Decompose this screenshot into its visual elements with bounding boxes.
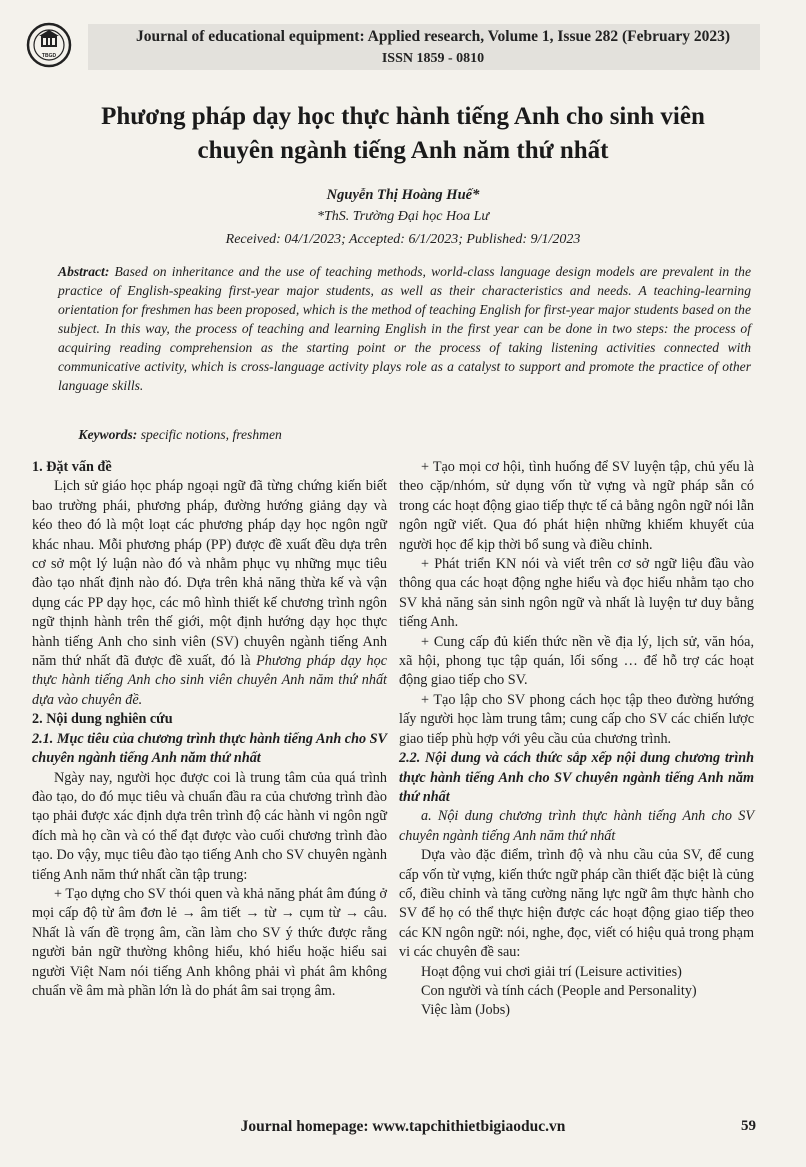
intro-paragraph [32, 477, 387, 710]
author: Nguyễn Thị Hoàng Huế* [326, 187, 480, 203]
logo-text: TBGD [41, 53, 57, 59]
topic-item: Hoạt động vui chơi giải trí (Leisure activities) [421, 963, 682, 980]
right-column [399, 458, 754, 1021]
topic-item: Việc làm (Jobs) [421, 1002, 510, 1019]
page-number: 59 [741, 1118, 756, 1134]
keywords-label: Keywords: [78, 427, 138, 442]
subsection-heading-2-1: 2.1. Mục tiêu của chương trình thực hành tiếng Anh cho SV chuyên ngành tiếng Anh năm thứ nhất [32, 730, 387, 767]
left-column [32, 458, 387, 1001]
objective-item-4: + Cung cấp đủ kiến thức nền về địa lý, lịch sử, văn hóa, xã hội, phong tục tập quán, lối sống … để hỗ trợ các hoạt động giao tiếp cho SV. [399, 633, 754, 689]
article-title [30, 100, 776, 168]
section-heading-1: 1. Đặt vấn đề [32, 459, 112, 475]
topic-item: Con người và tính cách (People and Personality) [421, 982, 697, 999]
objective-item-3: + Phát triển KN nói và viết trên cơ sở ngữ liệu đầu vào thông qua các hoạt động nghe hiểu và đọc hiểu nhằm tạo cho SV khả năng sản sinh ngôn ngữ và nhất là luyện tư duy bằng tiếng Anh. [399, 556, 754, 631]
objectives-paragraph: Ngày nay, người học được coi là trung tâm của quá trình đào tạo, do đó mục tiêu và chuẩn đầu ra của chương trình đào tạo phải được xác định dựa trên trình độ các hành vi ngôn ngữ đích mà họ cần và có thể đạt được vào cuối chương trình đào tạo. Do vậy, mục tiêu đào tạo tiếng Anh cho SV chuyên ngành tiếng Anh năm thứ nhất cần tập trung: [32, 769, 387, 883]
publication-dates: Received: 04/1/2023; Accepted: 6/1/2023; Published: 9/1/2023 [225, 232, 581, 247]
keywords [58, 425, 751, 444]
subsection-heading-2-2: 2.2. Nội dung và cách thức sắp xếp nội dung chương trình thực hành tiếng Anh cho SV chuyên ngành tiếng Anh năm thứ nhất [399, 750, 754, 805]
journal-citation: Journal of educational equipment: Applied research, Volume 1, Issue 282 (February 2023) [135, 28, 731, 45]
journal-homepage: Journal homepage: www.tapchithietbigiaoduc.vn [240, 1118, 566, 1135]
intro-text: Lịch sử giáo học pháp ngoại ngữ đã từng chứng kiến biết bao trường phái, phương pháp, đường hướng giảng dạy và kéo theo đó là một loạt các phương pháp dạy học ngôn ngữ khác nhau. Mỗi phương pháp (PP) được đề xuất đều dựa trên cơ sở một lý luận nào đó và nhằm phục vụ những mục tiêu đào tạo nhất định nào đó. Dựa trên khả năng thừa kế và vận dụng các PP dạy học, các mô hình thiết kế chương trình ngôn ngữ thịnh hành trên thế giới, một định hướng dạy học thực hành tiếng Anh cho sinh viên (SV) chuyên ngành tiếng Anh năm thứ nhất đã được đề xuất, đó là [32, 478, 387, 670]
content-paragraph: Dựa vào đặc điểm, trình độ và nhu cầu của SV, để cung cấp vốn từ vựng, kiến thức ngữ pháp cần thiết đặc biệt là củng cố, điều chỉnh và tăng cường năng lực ngữ âm thực hành cho SV để họ có thể thực hiện được các hoạt động giao tiếp theo các KN ngôn ngữ: nói, nghe, đọc, viết có hiệu quả trong phạm vi các chuyên đề sau: [399, 847, 754, 961]
abstract-label: Abstract: [58, 264, 110, 279]
objective-item-2: + Tạo mọi cơ hội, tình huống để SV luyện tập, chủ yếu là theo cặp/nhóm, sử dụng vốn từ vựng và ngữ pháp sẵn có trong các hoạt động giao tiếp thực tế cả bằng ngôn ngữ nói lẫn ngôn ngữ viết. Qua đó phát hiện những khiếm khuyết của người học để kịp thời bổ sung và điều chỉnh. [399, 459, 754, 553]
journal-logo-icon [26, 22, 72, 68]
affiliation: *ThS. Trường Đại học Hoa Lư [316, 209, 490, 224]
title-line-1: Phương pháp dạy học thực hành tiếng Anh cho sinh viên [101, 103, 705, 130]
objective-item-5: + Tạo lập cho SV phong cách học tập theo đường hướng lấy người học làm trung tâm; cung cấp cho SV các chiến lược giao tiếp phù hợp với yêu cầu của chương trình. [399, 691, 754, 747]
intro-italic-text: Phương pháp dạy học thực hành tiếng Anh cho sinh viên chuyên Anh năm thứ nhất dựa vào chuyên đề. [32, 653, 388, 708]
section-heading-2: 2. Nội dung nghiên cứu [32, 711, 173, 728]
objective-item-1: + Tạo dựng cho SV thói quen và khả năng phát âm đúng ở mọi cấp độ từ âm đơn lẻ → âm tiết → từ → cụm từ → câu. Nhất là vấn đề trọng âm, cần làm cho SV ý thức được rằng người bản ngữ thường không hiểu, khó hiểu hoặc hiểu sai người Việt Nam nói tiếng Anh không phải vì phát âm không chuẩn về âm mà phần lớn là do phát âm sai trọng âm. [32, 885, 387, 999]
title-line-2: chuyên ngành tiếng Anh năm thứ nhất [197, 137, 609, 164]
abstract [58, 262, 751, 395]
subsection-a-heading: a. Nội dung chương trình thực hành tiếng Anh cho SV chuyên ngành tiếng Anh năm thứ nhất [399, 808, 754, 844]
issn: ISSN 1859 - 0810 [381, 51, 485, 66]
keywords-text: specific notions, freshmen [137, 427, 282, 442]
abstract-text: Based on inheritance and the use of teaching methods, world-class language design models are prevalent in the practice of English-speaking first-year major students, as well as their characteristics and needs. A teaching-learning orientation for freshmen has been proposed, which is the method of teaching English for first-year major students based on the subject. In this way, the process of teaching and learning English in the first year can be done in two steps: the process of acquiring reading comprehension as the starting point or the process of taking listening activities connected with communicative activity, which is cross-language activity plays role as a catalyst to support and promote the practice of other language skills. [58, 264, 751, 393]
